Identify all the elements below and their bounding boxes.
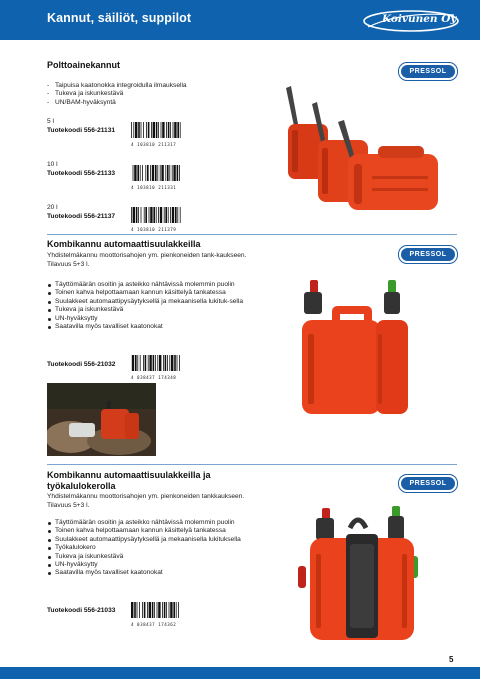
- barcode-bar: [173, 602, 175, 618]
- barcode-bar: [157, 355, 158, 371]
- barcode-bar: [134, 165, 136, 181]
- list-item: UN-hyväksytty: [47, 561, 265, 569]
- product-code: Tuotekoodi 556-21137: [47, 213, 116, 220]
- barcode-bar: [158, 122, 159, 138]
- barcode-bar: [173, 165, 175, 181]
- barcode-bar: [169, 602, 170, 618]
- barcode-bar: [155, 355, 156, 371]
- barcode-bar: [139, 602, 140, 618]
- pressol-badge: [398, 474, 458, 493]
- combi-can-image: [296, 280, 416, 416]
- barcode-bar: [147, 602, 148, 618]
- barcode-bar: [138, 207, 139, 223]
- barcode-bar: [157, 602, 158, 618]
- pressol-badge-label: PRESSOL: [401, 248, 455, 261]
- barcode-bar: [135, 122, 137, 138]
- barcode-bar: [170, 207, 171, 223]
- list-item: Tukeva ja iskunkestävä: [47, 306, 275, 314]
- barcode-bar: [152, 602, 154, 618]
- barcode-bar: [173, 122, 174, 138]
- barcode-bar: [177, 355, 178, 371]
- list-item: Toinen kahva helpottaamaan kannun käsittelyä tankatessa: [47, 289, 275, 297]
- barcode-number: 4 038437 174348: [131, 375, 177, 380]
- barcode-bar: [177, 165, 179, 181]
- barcode-bar: [140, 165, 141, 181]
- product-code: Tuotekoodi 556-21032: [47, 361, 116, 368]
- barcode-bar: [171, 355, 173, 371]
- barcode-bar: [154, 602, 155, 618]
- list-item: Saatavilla myös tavalliset kaatonokat: [47, 323, 275, 331]
- barcode-bar: [148, 355, 149, 371]
- barcode-bar: [134, 602, 136, 618]
- list-item: Suulakkeet automaattipysäytyksellä ja mekaanisella lukituk-sella: [47, 298, 275, 306]
- barcode: [131, 602, 183, 627]
- barcode: [131, 122, 183, 147]
- pressol-badge: [398, 245, 458, 264]
- barcode-bar: [164, 207, 165, 223]
- product-code: Tuotekoodi 556-21131: [47, 127, 116, 134]
- list-item: Suulakkeet automaattipysäytyksellä ja mekaanisella lukituksella: [47, 536, 265, 544]
- barcode-bar: [149, 207, 150, 223]
- barcode-bar: [172, 165, 173, 181]
- variant-size: 5 l: [47, 118, 54, 125]
- list-item: Tukeva ja iskunkestävä: [47, 553, 265, 561]
- barcode-bar: [142, 602, 143, 618]
- page-number: 5: [449, 655, 454, 664]
- barcode-bar: [179, 355, 180, 371]
- list-item: - Tukeva ja iskunkestävä: [47, 90, 267, 98]
- product-code: Tuotekoodi 556-21033: [47, 607, 116, 614]
- barcode-bar: [153, 355, 155, 371]
- barcode-number: 4 038437 174362: [131, 622, 177, 627]
- barcode-bar: [170, 602, 172, 618]
- section-divider: [47, 464, 457, 465]
- section-divider: [47, 234, 457, 235]
- barcode-bar: [165, 165, 166, 181]
- barcode-bar: [161, 122, 162, 138]
- list-item: Täyttömäärän osoitin ja asteikko nähtävissä molemmin puolin: [47, 519, 265, 527]
- barcode-bar: [145, 165, 146, 181]
- barcode-bar: [152, 165, 154, 181]
- product-description: Yhdistelmäkannu moottorisahojen ym. pienkoneiden tank-kaukseen. Tilavuus 5+3 l.: [47, 252, 247, 268]
- barcode-bar: [153, 207, 155, 223]
- barcode-bar: [148, 122, 150, 138]
- barcode-bar: [166, 602, 167, 618]
- barcode-bars: [131, 122, 183, 142]
- barcode-bar: [169, 355, 170, 371]
- barcode-bar: [172, 207, 174, 223]
- barcode-bars: [131, 165, 183, 185]
- barcode-bar: [131, 602, 133, 618]
- barcode-bars: [131, 207, 183, 227]
- barcode-bar: [149, 355, 151, 371]
- pressol-badge: [398, 62, 458, 81]
- barcode-bar: [158, 602, 160, 618]
- barcode-bar: [136, 207, 138, 223]
- barcode-bar: [135, 355, 137, 371]
- barcode-bar: [133, 122, 134, 138]
- variant-size: 10 l: [47, 161, 58, 168]
- barcode-bar: [174, 355, 176, 371]
- barcode-bar: [164, 602, 166, 618]
- barcode-bars: [131, 602, 183, 622]
- combi-can-toolbox-image: [294, 498, 424, 644]
- barcode-bar: [133, 207, 135, 223]
- section-title-fuel-cans: Polttoainekannut: [47, 60, 121, 70]
- barcode-bar: [150, 207, 152, 223]
- company-logo: [362, 9, 460, 33]
- barcode-bar: [165, 207, 167, 223]
- barcode-bar: [156, 207, 157, 223]
- barcode-bar: [163, 355, 164, 371]
- section-title-combi-can-toolbox: Kombikannu automaattisuulakkeilla ja: [47, 470, 211, 480]
- combi-toolbox-features: [47, 519, 265, 578]
- barcode-bar: [147, 165, 149, 181]
- barcode-bar: [175, 207, 177, 223]
- barcode-bar: [178, 602, 179, 618]
- pressol-badge-label: PRESSOL: [401, 65, 455, 78]
- footer-bar: [0, 667, 480, 679]
- barcode-bar: [165, 355, 167, 371]
- barcode-bar: [153, 122, 155, 138]
- logo-text: Koivunen Oy: [382, 13, 457, 25]
- barcode-bars: [131, 355, 183, 375]
- barcode-bar: [150, 165, 151, 181]
- barcode-bar: [156, 122, 158, 138]
- barcode-bar: [180, 207, 181, 223]
- barcode: [131, 207, 183, 232]
- barcode-bar: [144, 207, 145, 223]
- barcode-bar: [177, 122, 179, 138]
- list-item: Täyttömäärän osoitin ja asteikko nähtävissä molemmin puolin: [47, 281, 275, 289]
- barcode-bar: [131, 122, 132, 138]
- barcode-bar: [143, 355, 144, 371]
- barcode: [131, 165, 183, 190]
- barcode-bar: [158, 207, 159, 223]
- barcode-bar: [155, 165, 157, 181]
- fuel-cans-image: [282, 84, 452, 214]
- barcode-bar: [145, 207, 147, 223]
- barcode-bar: [142, 165, 143, 181]
- barcode-number: 4 103810 211379: [131, 227, 177, 232]
- barcode-bar: [177, 207, 178, 223]
- fuel-can-features: [47, 82, 267, 107]
- barcode-bar: [168, 122, 170, 138]
- product-code: Tuotekoodi 556-21133: [47, 170, 116, 177]
- section-title-combi-can: Kombikannu automaattisuulakkeilla: [47, 239, 201, 249]
- list-item: UN-hyväksytty: [47, 315, 275, 323]
- list-item: - Taipuisa kaatonokka integroidulla ilmauksella: [47, 82, 267, 90]
- barcode: [131, 355, 183, 380]
- barcode-bar: [180, 122, 181, 138]
- section-title-combi-can-toolbox-line2: työkalulokerolla: [47, 481, 116, 491]
- variant-size: 20 l: [47, 204, 58, 211]
- pressol-badge-label: PRESSOL: [401, 477, 455, 490]
- barcode-bar: [131, 207, 132, 223]
- chainsaw-usage-photo: [47, 383, 156, 456]
- barcode-number: 4 103810 211331: [131, 185, 177, 190]
- barcode-bar: [137, 165, 139, 181]
- product-description: Yhdistelmäkannu moottorisahojen ym. pienkoneiden tankkaukseen. Tilavuus 5+3 l.: [47, 493, 245, 509]
- barcode-bar: [132, 355, 134, 371]
- barcode-bar: [168, 207, 169, 223]
- barcode-bar: [161, 165, 163, 181]
- page-header-title: Kannut, säiliöt, suppilot: [47, 11, 192, 25]
- barcode-bar: [160, 207, 162, 223]
- barcode-bar: [141, 207, 142, 223]
- barcode-bar: [160, 165, 161, 181]
- barcode-bar: [151, 122, 152, 138]
- list-item: Työkalulokero: [47, 544, 265, 552]
- barcode-bar: [145, 355, 147, 371]
- barcode-bar: [140, 355, 141, 371]
- barcode-bar: [176, 602, 177, 618]
- barcode-bar: [141, 122, 142, 138]
- barcode-number: 4 103810 211317: [131, 142, 177, 147]
- barcode-bar: [143, 122, 144, 138]
- barcode-bar: [149, 602, 151, 618]
- barcode-bar: [157, 165, 158, 181]
- barcode-bar: [166, 122, 167, 138]
- barcode-bar: [159, 355, 161, 371]
- barcode-bar: [144, 602, 146, 618]
- barcode-bar: [162, 602, 163, 618]
- barcode-bar: [138, 122, 140, 138]
- page-header: [0, 0, 480, 40]
- barcode-bar: [162, 122, 164, 138]
- barcode-bar: [133, 165, 134, 181]
- list-item: - UN/BAM-hyväksyntä: [47, 99, 267, 107]
- combi-can-features: [47, 281, 275, 331]
- barcode-bar: [179, 165, 180, 181]
- barcode-bar: [170, 122, 171, 138]
- barcode-bar: [167, 165, 169, 181]
- barcode-bar: [137, 602, 138, 618]
- barcode-bar: [174, 122, 176, 138]
- barcode-bar: [146, 122, 147, 138]
- barcode-bar: [169, 165, 170, 181]
- list-item: Toinen kahva helpottaamaan kannun käsittelyä tankatessa: [47, 527, 265, 535]
- list-item: Saatavilla myös tavalliset kaatonokat: [47, 569, 265, 577]
- barcode-bar: [137, 355, 138, 371]
- barcode-bar: [167, 355, 168, 371]
